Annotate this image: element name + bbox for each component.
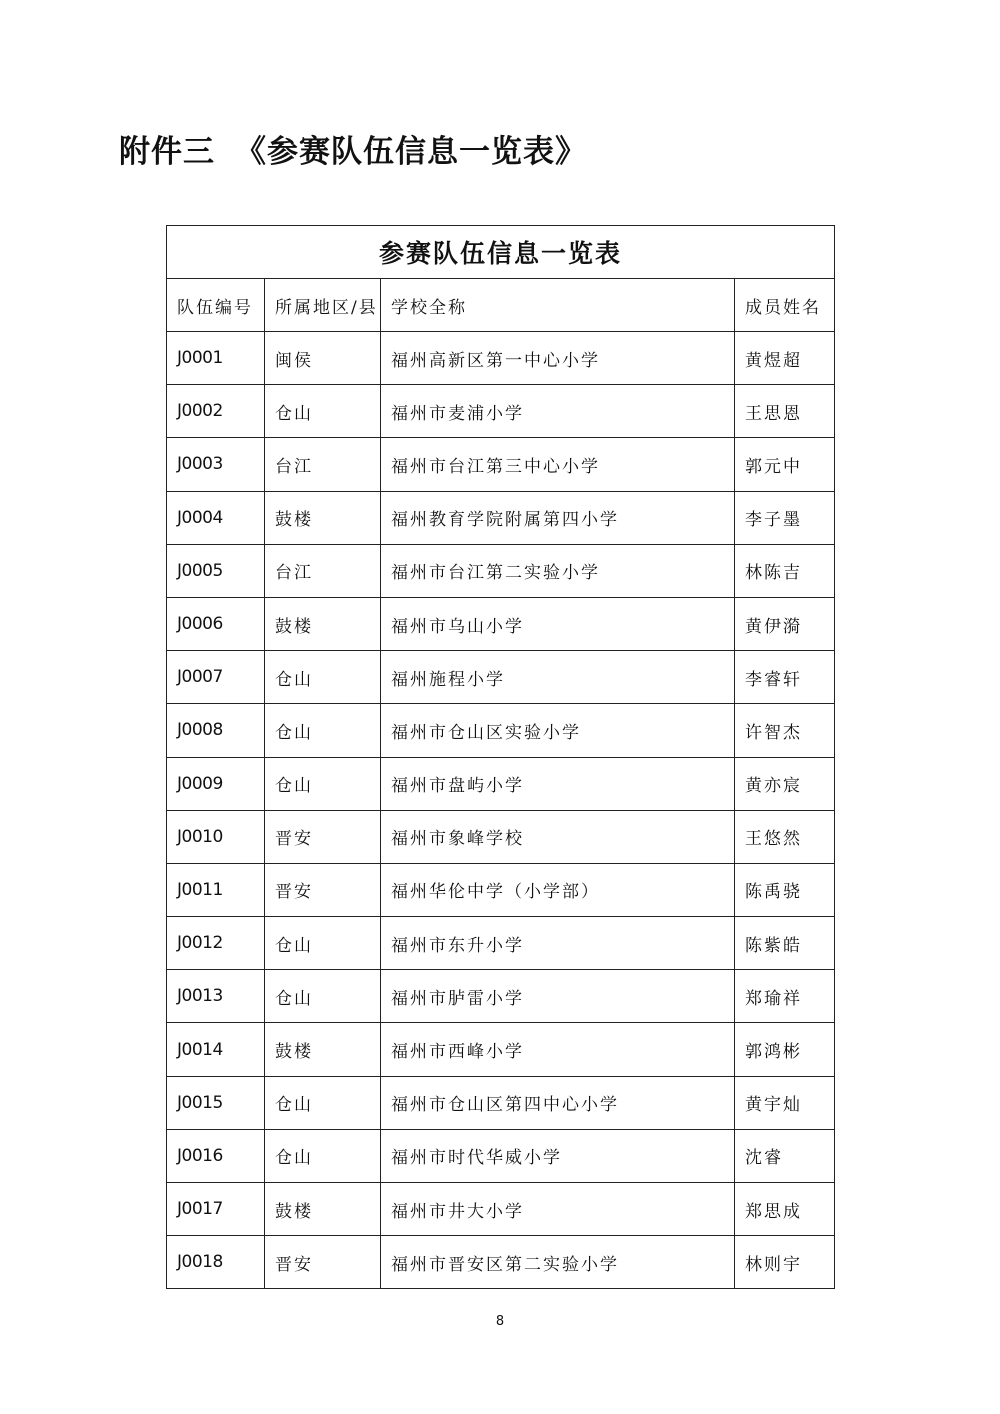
members-cell: 黄宇灿 (735, 1076, 835, 1129)
column-header-school: 学校全称 (381, 279, 735, 332)
members-cell: 郭鸿彬 (735, 1023, 835, 1076)
members-cell: 林则宇 (735, 1236, 835, 1289)
school-cell: 福州市西峰小学 (381, 1023, 735, 1076)
team-id-cell: J0006 (167, 597, 265, 650)
region-cell: 仓山 (265, 651, 381, 704)
table-row (167, 970, 835, 1023)
school-cell: 福州施程小学 (381, 651, 735, 704)
members-cell: 黄煜超 (735, 332, 835, 385)
team-id-cell: J0017 (167, 1183, 265, 1236)
team-id-cell: J0011 (167, 863, 265, 916)
table-row (167, 544, 835, 597)
table-row (167, 438, 835, 491)
school-cell: 福州市台江第三中心小学 (381, 438, 735, 491)
region-cell: 闽侯 (265, 332, 381, 385)
team-id-cell: J0005 (167, 544, 265, 597)
region-cell: 仓山 (265, 970, 381, 1023)
page-number: 8 (495, 1314, 505, 1329)
region-cell: 鼓楼 (265, 597, 381, 650)
region-cell: 仓山 (265, 757, 381, 810)
column-header-team-id: 队伍编号 (167, 279, 265, 332)
region-cell: 仓山 (265, 1076, 381, 1129)
table-title: 参赛队伍信息一览表 (167, 226, 835, 279)
team-id-cell: J0013 (167, 970, 265, 1023)
table-row (167, 1183, 835, 1236)
column-header-region: 所属地区/县 (265, 279, 381, 332)
members-cell: 林陈吉 (735, 544, 835, 597)
team-id-cell: J0016 (167, 1129, 265, 1182)
team-id-cell: J0009 (167, 757, 265, 810)
team-id-cell: J0018 (167, 1236, 265, 1289)
team-id-cell: J0004 (167, 491, 265, 544)
school-cell: 福州市仓山区第四中心小学 (381, 1076, 735, 1129)
members-cell: 陈禹骁 (735, 863, 835, 916)
team-id-cell: J0012 (167, 917, 265, 970)
table-row (167, 757, 835, 810)
school-cell: 福州市盘屿小学 (381, 757, 735, 810)
school-cell: 福州市台江第二实验小学 (381, 544, 735, 597)
members-cell: 郭元中 (735, 438, 835, 491)
members-cell: 王悠然 (735, 810, 835, 863)
school-cell: 福州市井大小学 (381, 1183, 735, 1236)
table-row (167, 385, 835, 438)
members-cell: 黄亦宸 (735, 757, 835, 810)
region-cell: 台江 (265, 438, 381, 491)
members-cell: 郑思成 (735, 1183, 835, 1236)
table-row (167, 810, 835, 863)
region-cell: 晋安 (265, 863, 381, 916)
members-cell: 王思恩 (735, 385, 835, 438)
column-header-members: 成员姓名 (735, 279, 835, 332)
region-cell: 仓山 (265, 1129, 381, 1182)
team-id-cell: J0010 (167, 810, 265, 863)
table-row (167, 1076, 835, 1129)
team-id-cell: J0002 (167, 385, 265, 438)
table-row (167, 332, 835, 385)
table-row (167, 1236, 835, 1289)
region-cell: 鼓楼 (265, 1183, 381, 1236)
school-cell: 福州市晋安区第二实验小学 (381, 1236, 735, 1289)
region-cell: 鼓楼 (265, 491, 381, 544)
team-id-cell: J0001 (167, 332, 265, 385)
members-cell: 许智杰 (735, 704, 835, 757)
region-cell: 台江 (265, 544, 381, 597)
region-cell: 晋安 (265, 1236, 381, 1289)
school-cell: 福州市麦浦小学 (381, 385, 735, 438)
table-row (167, 1129, 835, 1182)
school-cell: 福州教育学院附属第四小学 (381, 491, 735, 544)
region-cell: 仓山 (265, 917, 381, 970)
school-cell: 福州市仓山区实验小学 (381, 704, 735, 757)
table-row (167, 651, 835, 704)
attachment-prefix: 附件三 (119, 134, 215, 170)
attachment-title: 《参赛队伍信息一览表》 (235, 134, 587, 170)
table-row (167, 704, 835, 757)
table-row (167, 597, 835, 650)
team-id-cell: J0014 (167, 1023, 265, 1076)
region-cell: 仓山 (265, 704, 381, 757)
table-row (167, 1023, 835, 1076)
school-cell: 福州市东升小学 (381, 917, 735, 970)
members-cell: 陈紫皓 (735, 917, 835, 970)
team-id-cell: J0015 (167, 1076, 265, 1129)
table-row (167, 491, 835, 544)
members-cell: 李睿轩 (735, 651, 835, 704)
team-info-table (166, 225, 835, 1289)
table-row (167, 917, 835, 970)
members-cell: 郑瑜祥 (735, 970, 835, 1023)
table-header-row (167, 279, 835, 332)
school-cell: 福州华伦中学（小学部） (381, 863, 735, 916)
attachment-heading (119, 126, 587, 171)
school-cell: 福州市乌山小学 (381, 597, 735, 650)
school-cell: 福州市时代华威小学 (381, 1129, 735, 1182)
school-cell: 福州市胪雷小学 (381, 970, 735, 1023)
team-id-cell: J0008 (167, 704, 265, 757)
team-id-cell: J0003 (167, 438, 265, 491)
region-cell: 晋安 (265, 810, 381, 863)
school-cell: 福州高新区第一中心小学 (381, 332, 735, 385)
members-cell: 沈睿 (735, 1129, 835, 1182)
members-cell: 李子墨 (735, 491, 835, 544)
members-cell: 黄伊漪 (735, 597, 835, 650)
school-cell: 福州市象峰学校 (381, 810, 735, 863)
region-cell: 仓山 (265, 385, 381, 438)
table-row (167, 863, 835, 916)
region-cell: 鼓楼 (265, 1023, 381, 1076)
team-id-cell: J0007 (167, 651, 265, 704)
